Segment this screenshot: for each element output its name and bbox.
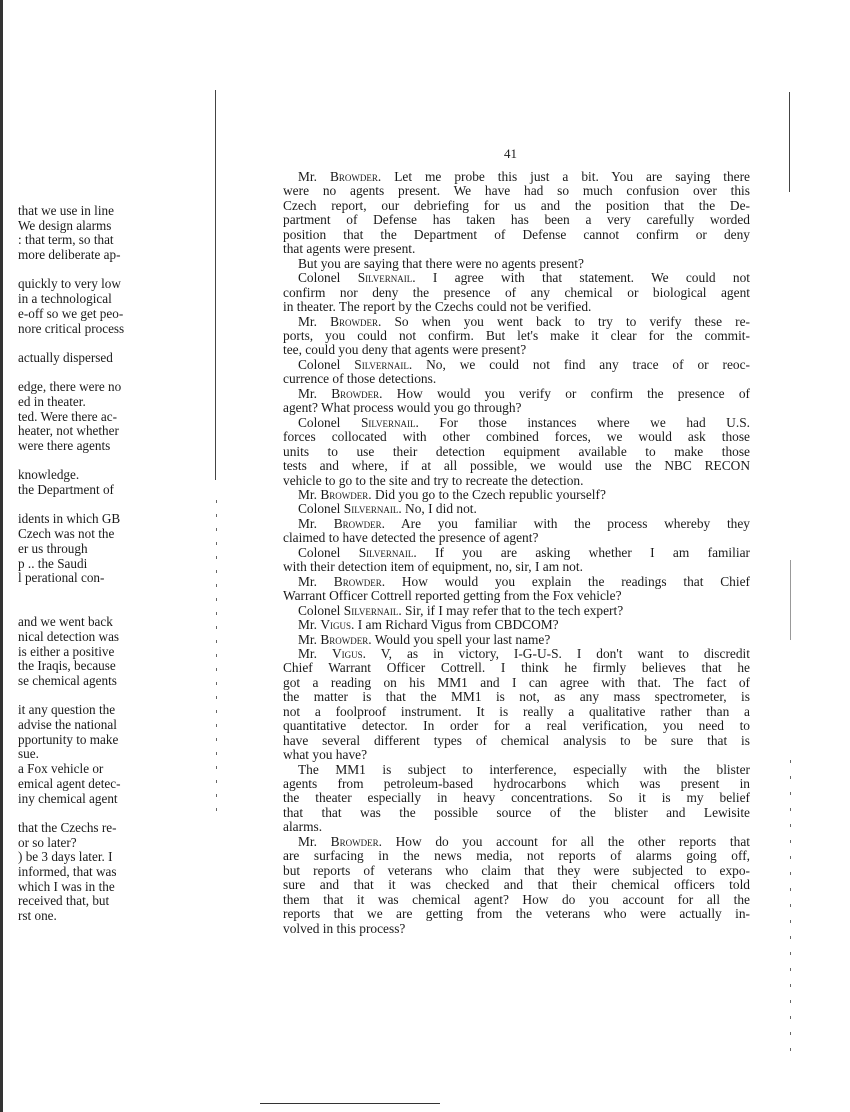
fragment-line: er us through — [18, 540, 88, 556]
text-line — [283, 589, 750, 603]
speaker-prefix: Colonel — [298, 271, 358, 286]
text-line — [283, 647, 750, 661]
fragment-line: iny chemical agent — [18, 790, 118, 806]
fragment-line: or so later? — [18, 834, 77, 850]
paragraph — [283, 835, 750, 936]
line-text: not a foolproof instrument. It is really a qualitative rather than a — [283, 704, 750, 719]
speaker-prefix: Mr. — [298, 314, 331, 329]
line-text: in theater. The report by the Czechs could not be verified. — [283, 299, 592, 315]
fragment-line: e-off so we get peo- — [18, 305, 124, 321]
text-line — [283, 416, 750, 430]
text-line — [283, 748, 750, 762]
fragment-line: ) be 3 days later. I — [18, 849, 113, 865]
text-line — [283, 560, 750, 574]
fragment-line: nore critical process — [18, 320, 125, 336]
paragraph — [283, 502, 750, 516]
line-text: units to use their detection equipment available to make those — [283, 444, 750, 459]
speaker-name: Silvernail — [343, 602, 399, 618]
text-line — [283, 300, 750, 314]
line-text: tests and where, if at all possible, we would use the NBC RECON — [283, 459, 750, 474]
line-text: . How would you explain the readings that Chief — [381, 574, 750, 589]
speaker-name: Silvernail — [358, 545, 414, 560]
line-text: agent? What process would you go through? — [283, 400, 522, 416]
fragment-line — [18, 806, 150, 821]
text-line — [283, 445, 750, 459]
text-line — [283, 835, 750, 849]
text-line — [283, 705, 750, 719]
speaker-prefix: Colonel — [298, 602, 344, 618]
line-text: . For those instances where we had U.S. — [415, 415, 750, 430]
line-text: Czech report, our debriefing for us and the position that the De- — [283, 198, 750, 213]
fragment-line: rst one. — [18, 908, 57, 923]
scan-speck — [216, 500, 217, 820]
paragraph — [283, 618, 750, 632]
text-line — [283, 474, 750, 488]
text-line — [283, 315, 750, 329]
paragraph — [283, 633, 750, 647]
line-text: forces collocated with other combined forces, we would ask those — [283, 430, 750, 445]
text-line — [283, 676, 750, 690]
line-text: alarms. — [283, 819, 323, 835]
line-text: . I am Richard Vigus from CBDCOM? — [351, 617, 559, 633]
text-line — [283, 806, 750, 820]
paragraph — [283, 387, 750, 416]
text-line — [283, 170, 750, 184]
main-text-column — [283, 170, 750, 936]
line-text: . How would you verify or confirm the presence of — [379, 386, 750, 401]
line-text: . Sir, if I may refer that to the tech expert? — [398, 602, 624, 618]
speaker-prefix: Colonel — [298, 415, 361, 430]
line-text: . V, as in victory, I-G-U-S. I don't want to discredit — [362, 646, 750, 661]
line-text: . No, we could not find any trace of or reoc- — [408, 357, 750, 372]
line-text: reports that we are getting from the veterans who were actually in- — [283, 907, 750, 922]
fragment-line: advise the national — [18, 717, 117, 733]
fragment-line: were there agents — [18, 438, 111, 453]
text-line — [283, 791, 750, 805]
line-text: . If you are asking whether I am familiar — [413, 545, 750, 560]
fragment-line — [18, 498, 150, 513]
paragraph — [283, 604, 750, 618]
margin-rule-left — [215, 90, 216, 480]
speaker-name: Silvernail — [360, 415, 416, 430]
fragment-line: which I was in the — [18, 878, 115, 894]
text-line — [283, 358, 750, 372]
line-text: have several different types of chemical analysis to be sure that is — [283, 733, 750, 748]
line-text: position that the Department of Defense cannot confirm or deny — [283, 227, 750, 242]
fragment-line: in a technological — [18, 291, 112, 307]
fragment-line: We design alarms — [18, 217, 112, 233]
line-text: that that was the possible source of the blister and Lewisite — [283, 805, 750, 820]
speaker-name: Silvernail — [357, 271, 413, 286]
text-line — [283, 488, 750, 502]
text-line — [283, 575, 750, 589]
fragment-line: ted. Were there ac- — [18, 408, 118, 424]
fragment-line — [18, 601, 150, 616]
line-text: . How do you account for all the other reports that — [378, 834, 750, 849]
speaker-name: Silvernail — [343, 501, 399, 517]
text-line — [283, 633, 750, 647]
line-text: tee, could you deny that agents were present? — [283, 342, 527, 358]
fragment-line: a Fox vehicle or — [18, 761, 104, 777]
line-text: . Did you go to the Czech republic yourself? — [368, 486, 606, 502]
left-column-fragment — [18, 204, 150, 924]
line-text: . No, I did not. — [398, 501, 477, 517]
text-line — [283, 199, 750, 213]
text-line — [283, 459, 750, 473]
fragment-line: more deliberate ap- — [18, 247, 121, 263]
text-line — [283, 734, 750, 748]
line-text: are surfacing in the news media, not reports of alarms going off, — [283, 849, 750, 864]
fragment-line: the Iraqis, because — [18, 658, 116, 674]
speaker-prefix: Mr. — [298, 631, 321, 647]
text-line — [283, 864, 750, 878]
fragment-line — [18, 689, 150, 704]
line-text: with their detection item of equipment, no, sir, I am not. — [283, 559, 583, 575]
text-line — [283, 502, 750, 516]
line-text: . I agree with that statement. We could not — [412, 271, 750, 286]
line-text: volved in this process? — [283, 920, 406, 936]
line-text: the theater especially in heavy concentrations. So it is my belief — [283, 791, 750, 806]
paragraph — [283, 517, 750, 546]
speaker-name: Browder — [329, 170, 378, 184]
fragment-line: edge, there were no — [18, 379, 122, 395]
paragraph — [283, 575, 750, 604]
text-line — [283, 531, 750, 545]
speaker-prefix: Mr. — [298, 834, 331, 849]
line-text: were no agents present. We have had so much confusion over this — [283, 184, 750, 199]
fragment-line — [18, 336, 150, 351]
fragment-line: idents in which GB — [18, 511, 121, 527]
paragraph — [283, 257, 750, 271]
paragraph — [283, 488, 750, 502]
text-line — [283, 763, 750, 777]
text-line — [283, 257, 750, 271]
line-text: them that it was chemical agent? How do you account for all the — [283, 892, 750, 907]
paragraph — [283, 647, 750, 763]
speaker-name: Browder — [320, 486, 369, 502]
text-line — [283, 849, 750, 863]
text-line — [283, 213, 750, 227]
fragment-line: quickly to very low — [18, 276, 121, 292]
text-line — [283, 777, 750, 791]
fragment-line: the Department of — [18, 482, 114, 498]
fragment-line: actually dispersed — [18, 349, 113, 365]
speaker-name: Browder — [331, 386, 380, 401]
speaker-name: Browder — [333, 516, 382, 531]
text-line — [283, 228, 750, 242]
fragment-line: se chemical agents — [18, 673, 117, 688]
fragment-line: that the Czechs re- — [18, 819, 117, 835]
line-text: sure and that it was checked and that their chemical officers told — [283, 878, 750, 893]
margin-rule-right-lower — [790, 560, 791, 640]
speaker-name: Browder — [330, 834, 379, 849]
fragment-line: p .. the Saudi — [18, 555, 88, 571]
speaker-name: Vigus — [331, 646, 363, 661]
scan-speck — [790, 760, 791, 1060]
fragment-line: l perational con- — [18, 570, 105, 586]
text-line — [283, 184, 750, 198]
fragment-line: is either a positive — [18, 643, 115, 659]
line-text: The MM1 is subject to interference, especially with the blister — [298, 762, 750, 777]
fragment-line: sue. — [18, 746, 39, 762]
fragment-line: it any question the — [18, 702, 116, 718]
fragment-line — [18, 586, 150, 601]
line-text: ports, you could not confirm. But let's make it clear for the commit- — [283, 328, 750, 343]
speaker-prefix: Mr. — [298, 574, 334, 589]
fragment-line: emical agent detec- — [18, 775, 121, 791]
line-text: got a reading on his MM1 and I can agree with that. The fact of — [283, 675, 750, 690]
text-line — [283, 387, 750, 401]
text-line — [283, 430, 750, 444]
speaker-prefix: Mr. — [298, 170, 330, 184]
text-line — [283, 286, 750, 300]
line-text: Warrant Officer Cottrell reported getting from the Fox vehicle? — [283, 588, 622, 604]
line-text: But you are saying that there were no agents present? — [298, 255, 584, 271]
text-line — [283, 878, 750, 892]
fragment-line: pportunity to make — [18, 731, 119, 747]
text-line — [283, 343, 750, 357]
fragment-line: informed, that was — [18, 863, 117, 879]
text-line — [283, 329, 750, 343]
fragment-line: heater, not whether — [18, 423, 119, 439]
text-line — [283, 893, 750, 907]
speaker-prefix: Colonel — [298, 545, 359, 560]
paragraph — [283, 416, 750, 488]
paragraph — [283, 546, 750, 575]
line-text: the matter is that the MM1 is not, as any mass spectrometer, is — [283, 690, 750, 705]
text-line — [283, 907, 750, 921]
text-line — [283, 820, 750, 834]
paragraph — [283, 315, 750, 358]
line-text: . Are you familiar with the process whereby they — [381, 516, 750, 531]
text-line — [283, 271, 750, 285]
speaker-prefix: Colonel — [298, 501, 344, 517]
line-text: claimed to have detected the presence of agent? — [283, 530, 539, 546]
fragment-line: that we use in line — [18, 204, 114, 218]
line-text: agents from petroleum-based hydrocarbons which was present in — [283, 777, 750, 792]
speaker-prefix: Mr. — [298, 617, 321, 633]
paragraph — [283, 170, 750, 257]
speaker-prefix: Colonel — [298, 357, 355, 372]
line-text: quantitative detector. In order for a real verification, you need to — [283, 719, 750, 734]
text-line — [283, 922, 750, 936]
fragment-line: knowledge. — [18, 467, 80, 483]
speaker-name: Browder — [330, 314, 379, 329]
line-text: that agents were present. — [283, 241, 416, 257]
fragment-line: Czech was not the — [18, 526, 115, 542]
line-text: . Would you spell your last name? — [368, 631, 551, 647]
paragraph — [283, 358, 750, 387]
speaker-prefix: Mr. — [298, 646, 332, 661]
text-line — [283, 242, 750, 256]
text-line — [283, 618, 750, 632]
speaker-prefix: Mr. — [298, 386, 332, 401]
text-line — [283, 401, 750, 415]
text-line — [283, 661, 750, 675]
line-text: but reports of veterans who claim that they were subjected to expo- — [283, 863, 750, 878]
line-text: . So when you went back to try to verify these re- — [378, 314, 750, 329]
paragraph — [283, 271, 750, 314]
speaker-prefix: Mr. — [298, 516, 334, 531]
fragment-line: : that term, so that — [18, 232, 114, 248]
line-text: . Let me probe this just a bit. You are saying there — [377, 170, 750, 184]
text-line — [283, 517, 750, 531]
margin-rule-right — [789, 92, 790, 192]
text-line — [283, 372, 750, 386]
scan-edge — [0, 0, 3, 1112]
text-line — [283, 546, 750, 560]
line-text: partment of Defense has taken has been a very carefully worded — [283, 213, 750, 228]
fragment-line: received that, but — [18, 893, 110, 909]
speaker-name: Browder — [320, 631, 369, 647]
fragment-line: and we went back — [18, 614, 113, 630]
line-text: vehicle to go to the site and try to recreate the detection. — [283, 472, 584, 488]
paragraph — [283, 763, 750, 835]
bottom-rule — [260, 1103, 440, 1104]
line-text: currence of those detections. — [283, 371, 437, 387]
text-line — [283, 690, 750, 704]
page-number: 41 — [504, 146, 517, 161]
speaker-name: Vigus — [320, 617, 351, 633]
fragment-line — [18, 263, 150, 278]
line-text: Chief Warrant Officer Cottrell. I think he firmly believes that he — [283, 661, 750, 676]
fragment-line: nical detection was — [18, 628, 120, 644]
speaker-prefix: Mr. — [298, 486, 321, 502]
line-text: what you have? — [283, 747, 368, 763]
fragment-line: ed in theater. — [18, 393, 86, 409]
fragment-line — [18, 454, 150, 469]
text-line — [283, 719, 750, 733]
line-text: confirm nor deny the presence of any chemical or biological agent — [283, 285, 750, 300]
fragment-line — [18, 366, 150, 381]
text-line — [283, 604, 750, 618]
speaker-name: Browder — [333, 574, 382, 589]
speaker-name: Silvernail — [354, 357, 409, 372]
